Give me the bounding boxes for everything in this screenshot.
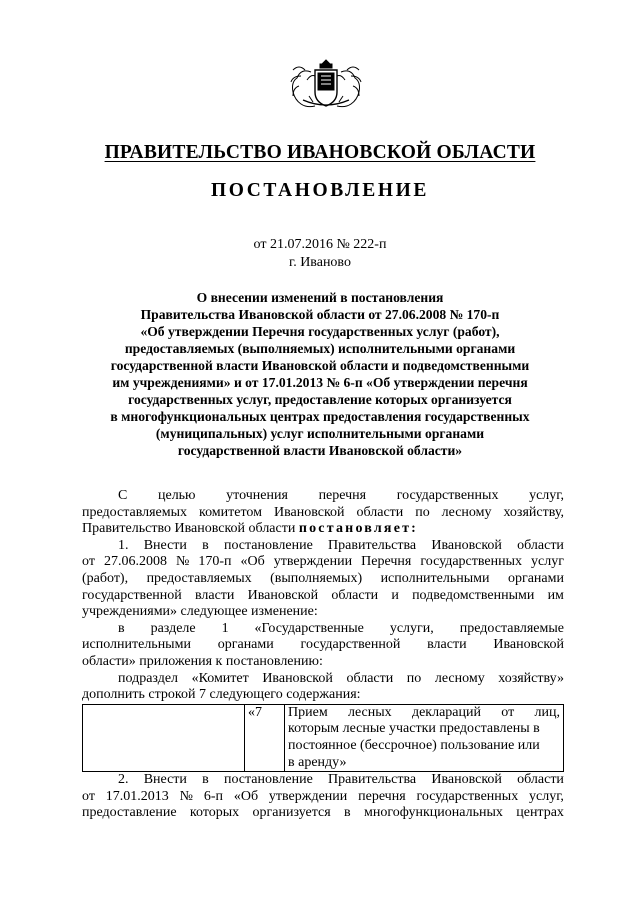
word: от (82, 788, 95, 804)
insertion-table (82, 704, 564, 772)
table-cell-empty (83, 704, 245, 771)
word: «Об (233, 788, 259, 804)
word: области (346, 670, 394, 686)
word: «Об (240, 554, 265, 570)
subject-line: (муниципальных) услуг исполнительными органами (155, 426, 485, 441)
body-line (82, 488, 564, 505)
body-line (82, 621, 564, 638)
body-line (82, 505, 564, 522)
word: услуг, (529, 788, 564, 804)
word: лиц, (534, 704, 560, 720)
word: в (202, 537, 209, 553)
subject-line: им учреждениями» и от 17.01.2013 № 6-п «Об утверждении перечня (112, 375, 528, 390)
cell-line: которым лесные участки предоставлены в (288, 721, 540, 737)
word: исполнительными (82, 637, 191, 653)
cell-line (288, 705, 560, 722)
word: области (517, 537, 564, 553)
word: «Комитет (191, 670, 249, 686)
body-line: области» приложения к постановлению: (82, 653, 323, 669)
body-line (82, 772, 564, 789)
word: в (344, 805, 351, 821)
word: в (202, 772, 209, 788)
word: хозяйству, (503, 504, 564, 520)
word: комитетом (198, 504, 263, 520)
table-row (83, 704, 564, 771)
word: 17.01.2013 (105, 788, 169, 804)
word: предоставляемых (82, 504, 188, 520)
body-line (82, 588, 564, 605)
word: по (415, 504, 430, 520)
word: которых (189, 805, 240, 821)
word: № (175, 554, 190, 570)
word: Внести (143, 537, 187, 553)
word: Ивановской (493, 637, 564, 653)
word: государственных (420, 554, 523, 570)
body-line (82, 571, 564, 588)
word: (работ), (82, 570, 129, 586)
table-cell-service (285, 704, 564, 771)
body-text: Правительство Ивановской области (82, 521, 296, 537)
body-line: дополнить строкой 7 следующего содержания: (82, 687, 361, 703)
word: лесных (347, 704, 392, 720)
word: в (118, 620, 125, 636)
word: 1 (221, 620, 229, 636)
subject-line: предоставляемых (выполняемых) исполнительными органами (124, 341, 516, 356)
word: государственной (300, 637, 401, 653)
word: утверждении (273, 554, 353, 570)
cell-line: постоянное (бессрочное) пользование или (288, 737, 540, 753)
subject-line: «Об утверждении Перечня государственных услуг (работ), (140, 324, 500, 339)
word: государственных (416, 788, 519, 804)
word: постановление (223, 537, 313, 553)
word: органами (217, 637, 274, 653)
word: 2. (118, 772, 129, 788)
word: по (406, 670, 422, 686)
word: центрах (516, 805, 564, 821)
subject-line: государственной власти Ивановской области» (177, 443, 463, 458)
word: С (118, 488, 128, 503)
body-line (82, 637, 564, 654)
word: от (501, 704, 515, 720)
word: услуг (531, 554, 564, 570)
subject-line: государственных услуг, предоставление которых организуется (128, 392, 512, 407)
word: лесному (434, 670, 485, 686)
word: государственных (396, 488, 499, 503)
word: деклараций (411, 704, 481, 720)
word: Правительства (328, 772, 417, 788)
word: многофункциональных (364, 805, 503, 821)
word: области (356, 504, 404, 520)
word: Ивановской (273, 504, 345, 520)
document-subject (82, 289, 558, 459)
word: перечня (318, 488, 367, 503)
word: подведомственными (412, 587, 535, 603)
body-line (82, 805, 564, 822)
word: целью (157, 488, 196, 503)
word: Прием (288, 704, 328, 720)
government-title: ПРАВИТЕЛЬСТВО ИВАНОВСКОЙ ОБЛАСТИ (104, 142, 536, 163)
word: услуги, (389, 620, 434, 636)
body-line: учреждениями» следующее изменение: (82, 604, 318, 620)
word: предоставляемых (146, 570, 252, 586)
word: лесному (441, 504, 492, 520)
word: им (547, 587, 564, 603)
subject-line: государственной власти Ивановской области и подведомственными (110, 358, 530, 373)
cell-line: в аренду» (288, 754, 347, 770)
word: 1. (118, 537, 129, 553)
word: государственной (82, 587, 182, 603)
word: Ивановской (431, 772, 502, 788)
word: Правительства (328, 537, 417, 553)
word: перечня (358, 788, 406, 804)
word: Перечня (361, 554, 412, 570)
word: власти (194, 587, 235, 603)
word: организуется (252, 805, 331, 821)
word: подраздел (118, 670, 179, 686)
document-body (82, 488, 564, 822)
word: Ивановской (431, 537, 502, 553)
word: предоставление (82, 805, 177, 821)
city: г. Иваново (289, 255, 351, 270)
body-line (82, 538, 564, 555)
word: постановление (223, 772, 313, 788)
word: области (517, 772, 564, 788)
table-cell-number: «7 (245, 704, 285, 771)
word: Внести (143, 772, 187, 788)
date-and-number: от 21.07.2016 № 222-п (253, 237, 387, 252)
subject-line: в многофункциональных центрах предоставления государственных (110, 409, 530, 424)
word: власти (427, 637, 467, 653)
word: (выполняемых) (270, 570, 363, 586)
word: и (391, 587, 399, 603)
body-line (82, 521, 564, 538)
word: услуг, (529, 488, 564, 503)
word: уточнения (226, 488, 288, 503)
word: 170-п (198, 554, 232, 570)
word: утверждении (268, 788, 348, 804)
document-type: ПОСТАНОВЛЕНИЕ (210, 180, 430, 201)
word: «Государственные (254, 620, 364, 636)
body-line (82, 789, 564, 806)
word: Ивановской (247, 587, 319, 603)
word: области (331, 587, 379, 603)
subject-line: Правительства Ивановской области от 27.06.2008 № 170-п (140, 307, 500, 322)
word: разделе (150, 620, 196, 636)
word: хозяйству» (498, 670, 564, 686)
body-line (82, 554, 564, 571)
word: 27.06.2008 (103, 554, 167, 570)
word: органами (507, 570, 564, 586)
word: от (82, 554, 95, 570)
word: исполнительными (380, 570, 490, 586)
resolution-word: постановляет: (298, 521, 419, 537)
word: предоставляемые (459, 620, 564, 636)
coat-of-arms-emblem (283, 56, 369, 110)
word: Ивановской (262, 670, 333, 686)
word: 6-п (203, 788, 223, 804)
body-line (82, 671, 564, 688)
word: № (179, 788, 193, 804)
subject-line: О внесении изменений в постановления (196, 290, 444, 305)
